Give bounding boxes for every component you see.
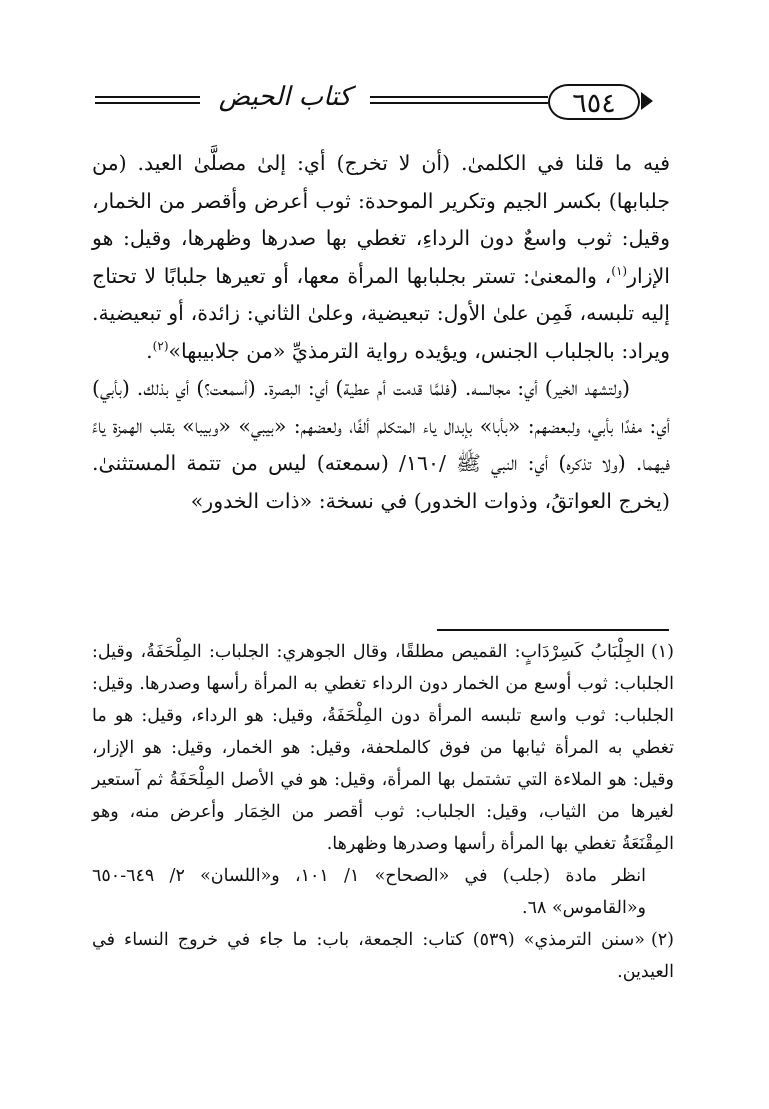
running-head-title: كتاب الحيض	[218, 82, 352, 112]
footnote-2-text: «سنن الترمذي» (٥٣٩) كتاب: الجمعة، باب: ما جاء في خروج النساء في العيدين.	[92, 930, 674, 982]
footnote-ref-2[interactable]: (٢)	[152, 338, 169, 353]
header-rule-left-bottom	[95, 102, 200, 104]
paragraph-1-text: فيه ما قلنا في الكلمىٰ. (أن لا تخرج) أي: إلىٰ مصلَّىٰ العيد. (من جلبابها) بكسر الجيم وتكرير الموحدة: ثوب أعرض وأقصر من الخمار، وقيل: ثوب واسعٌ دون الرداءِ، تغطي بها صدرها وظهرها، وقيل: هو الإزار	[92, 151, 670, 288]
header-ornament-icon	[641, 92, 653, 110]
paragraph-1-end: .	[146, 338, 153, 363]
paragraph-2: (ولتشهد الخير) أي: مجالسه. (فلمَّا قدمت أم عطية) أي: البصرة. (أسمعت؟) أي بذلك. (بأبي) أي: مفدًا بأبي، ولبعضهم: «بأبا» بإبدال ياء المتكلم ألفًا، ولعضهم: «بيبي» «وبيبا» بقلب الهمزة ياءً فيهما. (ولا تذكره) أي: النبي ﷺ /١٦٠/ (سمعته) ليس من تتمة المستثنىٰ. (يخرج العواتقُ، وذوات الخدور) في نسخة: «ذات الخدور»	[92, 376, 670, 513]
footnote-1-text: الجِلْبَابُ كَسِرْدَابٍ: القميص مطلقًا، وقال الجوهري: الجلباب: المِلْحَفَةُ، وقيل: الجلباب: ثوب أوسع من الخمار دون الرداء تغطي به المرأة رأسها وصدرها. وقيل: الجلباب: ثوب واسع تلبسه المرأة دون المِلْحَفَةُ، وقيل: هو الرداء، وقيل: هو ما تغطي به المرأة ثيابها من فوق كالملحفة، وقيل: هو الخمار، وقيل: هو الإزار، وقيل: هو الملاءة التي تشتمل بها المرأة، وقيل: هو في الأصل المِلْحَفَةُ ثم آستعير لغيرها من الثياب، وقيل: الجلباب: ثوب أقصر من الخِمَار وأعرض منه، وهو المِقْنَعَةُ تغطي بها المرأة رأسها وصدرها وظهرها.	[92, 642, 674, 854]
page-number: ٦٥٤	[548, 84, 640, 120]
header-rule-mid-top	[370, 96, 548, 98]
footnote-2	[92, 924, 674, 988]
footnote-ref-1[interactable]: (١)	[611, 263, 628, 278]
footnote-divider	[437, 629, 669, 631]
footnotes	[92, 636, 674, 988]
paragraph-1-continued: ، والمعنىٰ: تستر بجلبابها المرأة معها، أو تعيرها جلبابًا لا تحتاج إليه تلبسه، فَمِن علىٰ الأول: تبعيضية، وعلىٰ الثاني: زائدة، أو تبعيضية. ويراد: بالجلباب الجنس، ويؤيده رواية الترمذيِّ «من جلابيبها»	[92, 263, 670, 363]
main-text	[92, 145, 670, 520]
footnote-1	[92, 636, 674, 924]
header-rule-left-top	[95, 96, 200, 98]
footnote-1-number: (١)	[650, 642, 674, 662]
paragraph-1	[92, 145, 670, 370]
page-header	[95, 84, 675, 130]
header-rule-mid-bottom	[370, 102, 548, 104]
footnote-1-reference: انظر مادة (جلب) في «الصحاح» ١/ ١٠١، و«اللسان» ٢/ ٦٤٩-٦٥٠ و«القاموس» ٦٨.	[92, 866, 646, 918]
footnote-2-number: (٢)	[650, 930, 674, 950]
